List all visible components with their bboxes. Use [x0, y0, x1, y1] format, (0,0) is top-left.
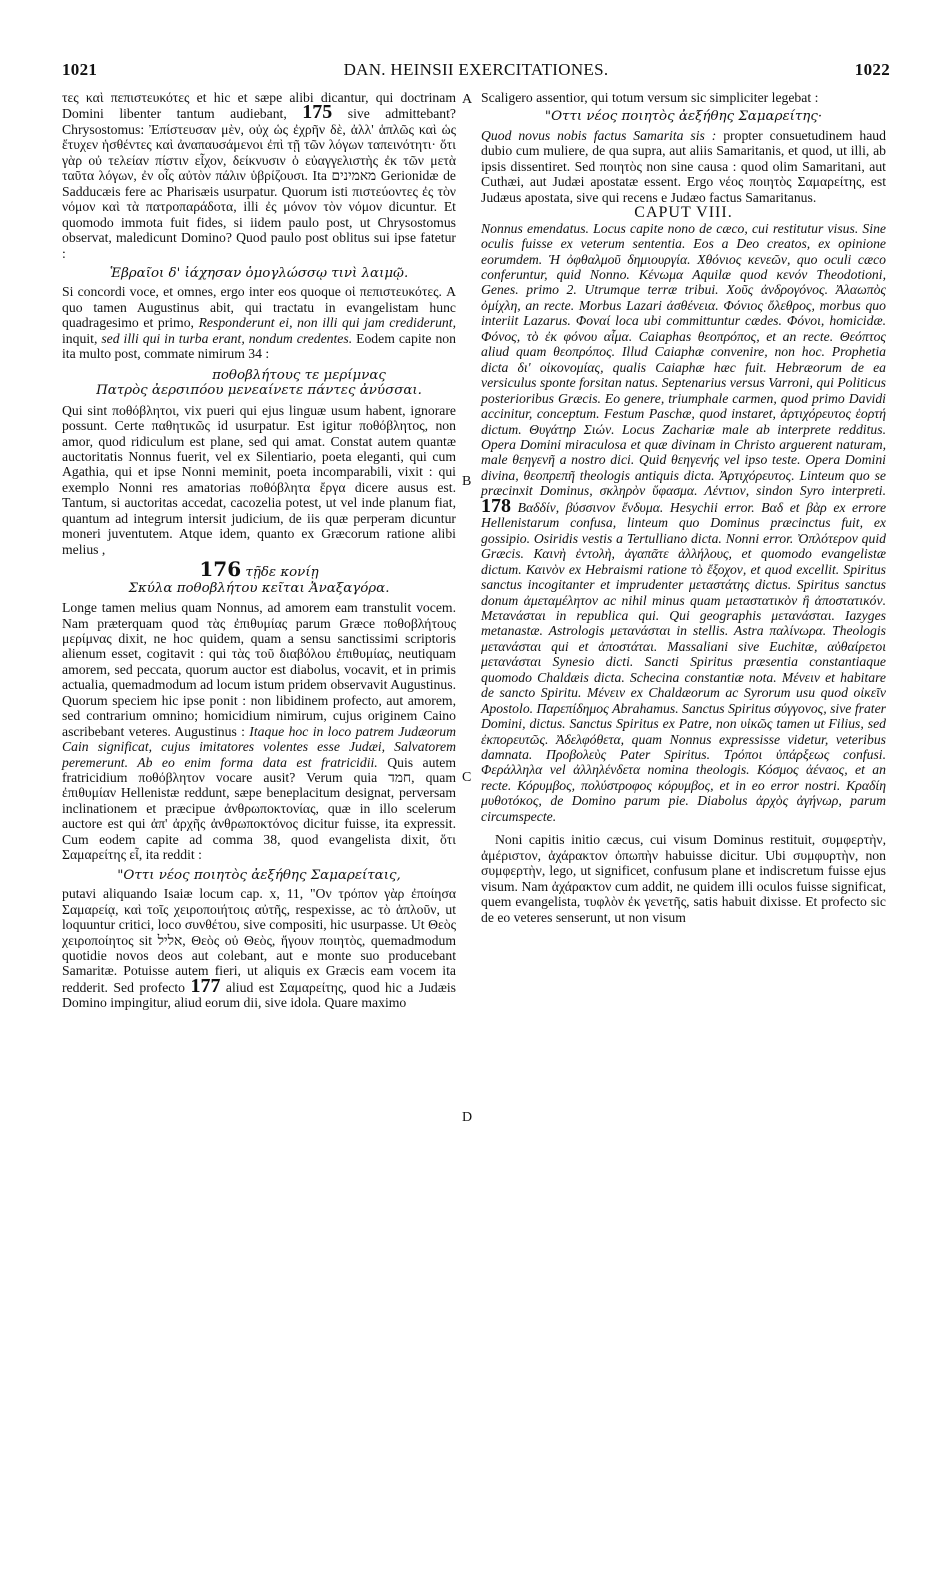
section-number: 176 — [199, 557, 242, 582]
margin-letter-a: A — [462, 92, 473, 107]
paragraph: Qui sint ποθόβλητοι, vix pueri qui ejus linguæ usum habent, ignorare possunt. Certe παθητικῶς id usurpatur. Est igitur ποθόβλητος, non amor, quod ridiculum est plane, sed qui amat. Constat autem quantæ auctoritatis Nonnus fuerit, vel ex Silentiario, poeta eleganti, qui cum Agathia, qui et ipse Nonni meminit, poeta incomparabili, vixit : qui exemplo Nonni res amatorias ποθόβλητα ἔργα dicere ausus est. Tantum, si auctoritas accedat, cacozelia potest, ut vel inde planum fiat, quantum ad integrum intersit judicium, de iis quæ perperam dicuntur moneri juventutem. Atque idem, quanto ex Græcorum ratione alibi melius , — [62, 402, 456, 557]
running-title: DAN. HEINSII EXERCITATIONES. — [343, 60, 609, 79]
margin-letter-b: B — [462, 474, 472, 489]
section-number: 177 — [190, 974, 221, 997]
paragraph: τες καὶ πεπιστευκότες et hic et sæpe alibi dicantur, qui doctrinam Domini libenter tantum audiebant, 175 sive admittebant? Chrysostomus: Ἐπίστευσαν μὲν, οὐχ ὡς ἐχρῆν δὲ, ἀλλ' ἁπλῶς καὶ ὡς ἔτυχεν ἡσθέντες καὶ ἀναπαυσάμενοι ἐπὶ τῇ τῶν λόγων ταπεινότητι· ὅτι γὰρ οὐ τελείαν πίστιν εἶχον, δείκνυσιν ὁ εὐαγγελιστὴς ἐκ τῶν μετὰ ταῦτα λόγων, ἐν οἷς αὐτὸν πάλιν ὑβρίζουσι. Ita מאמינים Gerionidæ de Sadducæis fere ac Pharisæis usurpatur. Quorum isti πιστεύοντες ἐς τὸν νόμον καὶ τὰ πατροπαράδοτα, illi ἐς μόνον τὸν νόμον dicuntur. Et quomodo immota fuit fides, si iidem paulo post, ut Chrysostomus observat, maledicunt Domino? Quod paulo post oblitus sui ipse fatetur : — [62, 90, 456, 261]
verse-quote: "Οττι νέος ποιητὸς ἀεξήθης Σαμαρείταις, — [117, 867, 401, 883]
paragraph: Si concordi voce, et omnes, ergo inter eos quoque οἱ πεπιστευκότες. A quo tamen Augustinus abit, qui tractatu in evangelistam hunc quadragesimo et primo, Responderunt ei, non illi qui jam crediderunt, inquit, sed illi qui in turba erant, nondum credentes. Eodem capite non ita multo post, commate nimirum 34 : — [62, 284, 456, 362]
verse-quote: "Οττι νέος ποιητὸς ἀεξήθης Σαμαρείτης· — [544, 109, 823, 125]
paragraph: Quod novus nobis factus Samarita sis : propter consuetudinem haud dubio cum muliere, de qua supra, aut aliis Samaritanis, et quod, ut illi, ab ipsis dissentiret. Sed ποιητὸς non sine causa : quod olim Samaritani, aut Cuthæi, aut Judæi apostatæ essent. Ergo νέος ποιητὸς Σαμαρείτης, est Judæus apostata, sive qui recens e Judæo factus Samaritanus. — [481, 127, 886, 205]
paragraph: Noni capitis initio cæcus, cui visum Dominus restituit, συμφερτὴν, ἀμέριστον, ἀχάρακτον ὀπωπὴν habuisse dicitur. Ubi συμφυρτὴν, non συμφερτὴν, lego, ut significet, confusum plane et indiscretum fuisse ejus visum. Nam ἀχάρακτον cum addit, ne quidem illi oculos fuisse significat, quem evangelista, τυφλὸν ἐκ γενετῆς, satis habuit dixisse. Et profecto sic de eo veteres senserunt, ut non visum — [481, 832, 886, 925]
verse-quote: Ἑβραῖοι δ' ἰάχησαν ὁμογλώσσῳ τινὶ λαιμῷ. — [109, 265, 409, 281]
section-number: 178 — [481, 494, 511, 517]
paragraph: Scaligero assentior, qui totum versum sic simpliciter legebat : — [481, 90, 819, 105]
left-column — [62, 90, 456, 1011]
verse-quote: Σκύλα ποθοβλήτου κεῖται Ἀναξαγόρα. — [128, 580, 390, 596]
margin-letter-c: C — [462, 770, 472, 785]
right-page-number: 1022 — [854, 60, 890, 79]
chapter-summary: Nonnus emendatus. Locus capite nono de cæco, cui restitutur visus. Sine oculis fuisse ex veterum sententia. Eos a Deo creatos, ex opinione eorumdem. Ἡ ὀφθαλμοῦ δημιουργία. Χθόνιος κενεῶν, quo oculi cæco conferuntur, quid Nonno. Κένωμα Aquilæ quod κενόν Theodotioni, Genes. primo 2. Utrumque terræ tribui. Χοῦς ἀνδρογόνος. Ἀλαωπὸς ὀμίχλη, an recte. Morbus Lazari ἀσθένεια. Φόνιος ὄλεθρος, morbus quo interiit Lazarus. Φοναί loca ubi committuntur cædes. Φόνοι, homicidæ. Φόνος, τὸ ἐκ φόνου αἷμα. Caiaphas θεοπρόπος, et an recte. Θεόπτος aliud quam θεοπρόπος. Illud Caiaphæ convenire, non hoc. Prophetia dicta δι' οἰκονομίας, qualis Caiaphæ hæc fuit. Hebræorum de ea versiculus sponte forsitan natus. Septenarius versus Varroni, qui Politicus posterioribus Græcis. Eo genere, triumphale carmen, quod primo Davidi accinitur, conceptum. Festum Paschæ, quod instaret, ἀρτιχόρευτος ἑορτή dictum. Θυγάτηρ Σιών. Locus Zachariæ male ab interprete redditus. Opera Domini miraculosa et quæ divinam in Christo arguerent naturam, male θεηγενῆ a nostro dici. Quid θεηγενής vel ipso teste. Opera Domini divina, θεοπρεπῆ theologis antiquis dicta. Ἀρτιχόρευτος. Linteum quo se præcinxit Dominus, σκληρὸν ὕφασμα. Λέντιον, sindon Syro interpreti. 178 Βαδδίν, βύσσινον ἔνδυμα. Hesychii error. Βαδ et βὰρ ex errore Hellenistarum confusa, linteum quo Dominus præcinctus fuit, ex gossipio. Osiridis vestis a Tertulliano dicta. Nonni error. Ὀπλότερον quid Græcis. Καινὴ ἐντολὴ, ἀγαπᾶτε ἀλλήλους, et quomodo evangelistæ dictum. Καινὸν ex Hebraismi ratione τὸ ἔξοχον, et quod excellit. Spiritus sanctus incogitanter et imprudenter μεταστάτης dictus. Spiritus sanctus donum ἀμεταμέλητον ac nihil minus quam μεταστατικὸν ἢ ἀποστατικόν. Μετανάσται in republica qui. Qui geographis μετανάσται. Iazyges metanastæ. Astrologis μετανάσται in stellis. Astra παλίνωρα. Theologis μετανάσται qui et ἀποστάται. Massaliani sive Euchitæ, αὐθαίρετοι μετανάσται Synesio dicti. Sancti Spiritus præsentia constantiaque quomodo Chaldæis dicta. Schecina constantiæ nota. Μένειν et habitare de sancto Spiritu. Μένειν ex Chaldæorum ac Syrorum usu quod οἰκεῖν Apostolo. Παρεπίδημος Abrahamus. Sanctus Spiritus σύγγονος, sive frater Domini, dictus. Sanctus Spiritus ex Patre, non υἱκῶς tamen ut Filius, sed ἐκπορευτῶς. Ἀδελφόθετα, quam Nonnus expressisse videtur, veteribus damnata. Προβολεὺς Pater Spiritus. Τρόποι ὑπάρξεως confusi. Φεράλληλα vel ἀλληλένδετα nomina theologis. Κόσμος ἀέναος, et an recte. Κόρυμβος, πολύστροφος κόρυμβος, et in eo error nostri. Κραδίη μυθοτόκος, de Domino parum pie. Diabolus ἀρχὸς ἀγήνωρ, parum circumspecte. — [481, 220, 887, 824]
running-header — [62, 60, 890, 84]
paragraph: putavi aliquando Isaiæ locum cap. x, 11, "Ον τρόπον γὰρ ἐποίησα Σαμαρείᾳ, καὶ τοῖς χειροποιήτοις αὐτῆς, respexisse, ac τὸ ἁπλοῦν, ut loquuntur critici, loco συνθέτου, sive compositi, hic usurpasse. Ut Θεὸς χειροποίητος sit אליל, Θεὸς οὐ Θεὸς, ἤγουν ποιητὸς, quemadmodum quotidie novos deos aut colebant, aut e monte suo producebant Samaritæ. Potuisse autem fieri, ut aliquis ex Græcis eam vocem ita redderit. Sed profecto 177 aliud est Σαμαρείτης, quod hic a Judæis Domino impingitur, aliud eorum dii, sive idola. Quare maximo — [62, 886, 457, 1011]
section-number: 175 — [302, 101, 333, 124]
chapter-heading: CAPUT VIII. — [634, 204, 733, 222]
verse-quote: Πατρὸς ἀερσιπόου μενεαίνετε πάντες ἀνύσσαι. — [96, 383, 422, 399]
verse-quote: 176 τῇδε κονίῃ — [199, 557, 319, 582]
verse-quote: ποθοβλήτους τε μερίμνας — [212, 367, 386, 383]
margin-letter-d: D — [462, 1110, 473, 1125]
left-page-number: 1021 — [62, 60, 98, 79]
paragraph: Longe tamen melius quam Nonnus, ad amorem eam transtulit vocem. Nam præterquam quod τὰς ἐπιθυμίας parum Græce ποθοβλήτους μερίμνας dixit, ne hoc quidem, quam a sensu sanctissimi scriptoris alienum esset, cogitavit : qui τὰς τοῦ διαβόλου ἐπιθυμίας, neutiquam amorem, sed peccata, quorum auctor est diabolus, vocavit, et in primis actualia, quemadmodum ad locum istum pridem observavit Augustinus. Quorum speciem hic ipse ponit : non libidinem profecto, aut amorem, sed contrarium omnino; homicidium nimirum, cujus originem Caino ascribebant veteres. Augustinus : Itaque hoc in loco patrem Judæorum Cain significat, cujus imitatores volentes esse Judæi, Salvatorem peremerunt. Ab eo enim forma data est fratricidii. Quis autem fratricidium ποθόβλητον vocare ausit? Verum quia חמד, quam ἐπιθυμίαν Hellenistæ reddunt, sæpe beneplacitum designat, perversam inclinationem et præcipue ἀνθρωποκτονίας, quæ in illo scelerum auctore est qui ἀπ' ἀρχῆς ἀνθρωποκτόνος dicitur fuisse, ita expressit. Cum eodem capite ad comma 38, quod evangelista dixit, ὅτι Σαμαρείτης εἶ, ita reddit : — [62, 600, 456, 863]
right-column — [481, 90, 886, 925]
